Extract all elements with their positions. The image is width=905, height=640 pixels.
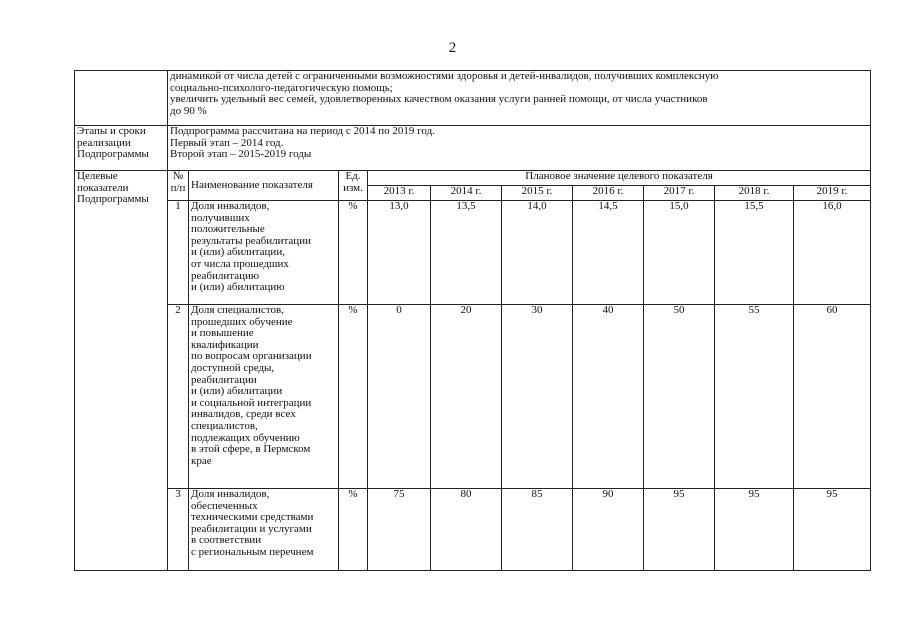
targets-label: Подпрограммы bbox=[77, 193, 149, 206]
value-cell: 30 bbox=[502, 305, 573, 489]
targets-label: Целевые bbox=[77, 170, 118, 182]
stages-label: Этапы и сроки bbox=[77, 125, 146, 137]
indicator-name-line: прошедших обучение bbox=[191, 315, 293, 328]
stages-text: Первый этап – 2014 год. bbox=[170, 136, 284, 149]
value-cell: 80 bbox=[431, 489, 502, 571]
year-header: 2019 г. bbox=[794, 186, 871, 201]
unit-cell: % bbox=[339, 489, 368, 571]
indicator-name-line: результаты реабилитации bbox=[191, 234, 311, 247]
indicator-name-line: и социальной интеграции bbox=[191, 396, 312, 409]
indicator-name-line: Доля инвалидов, bbox=[191, 488, 270, 500]
col-unit-line: Ед. bbox=[345, 170, 361, 182]
subprogram-passport-table bbox=[74, 70, 871, 571]
targets-label: показатели bbox=[77, 181, 129, 194]
indicator-name-line: в этой сфере, в Пермском bbox=[191, 443, 311, 456]
indicator-name-line: квалификации bbox=[191, 338, 259, 351]
col-unit-header bbox=[339, 171, 368, 201]
value-cell: 15,0 bbox=[644, 201, 715, 305]
stages-label-cell bbox=[75, 126, 168, 171]
year-header: 2018 г. bbox=[715, 186, 794, 201]
value-cell: 14,5 bbox=[573, 201, 644, 305]
col-num-line: п/п bbox=[170, 181, 186, 194]
indicator-name-line: реабилитацию bbox=[191, 269, 260, 282]
col-name-header: Наименование показателя bbox=[189, 171, 339, 201]
intro-line: увеличить удельный вес семей, удовлетворенных качеством оказания услуги ранней помощи, от числа участников bbox=[170, 93, 708, 106]
stages-text: Второй этап – 2015-2019 годы bbox=[170, 148, 312, 161]
indicator-name-line: обеспеченных bbox=[191, 499, 258, 512]
value-cell: 95 bbox=[794, 489, 871, 571]
intro-line: социально-психолого-педагогическую помощь; bbox=[170, 81, 393, 94]
indicator-name-line: техническими средствами bbox=[191, 511, 314, 524]
indicator-name bbox=[189, 201, 339, 305]
indicator-name-line: получивших bbox=[191, 211, 250, 224]
indicator-name-line: инвалидов, среди всех bbox=[191, 408, 296, 421]
value-cell: 85 bbox=[502, 489, 573, 571]
row-number: 3 bbox=[168, 489, 189, 571]
indicator-name-line: доступной среды, bbox=[191, 361, 275, 374]
indicator-name-line: реабилитации и услугами bbox=[191, 522, 312, 535]
targets-label-cell bbox=[75, 171, 168, 571]
row-number: 1 bbox=[168, 201, 189, 305]
indicator-name-line: и (или) абилитации bbox=[191, 385, 283, 398]
indicator-name-line: Доля инвалидов, bbox=[191, 200, 270, 212]
indicator-name-line: положительные bbox=[191, 223, 265, 236]
page-number: 2 bbox=[448, 40, 457, 56]
indicator-name-line: и (или) абилитации, bbox=[191, 246, 285, 259]
value-cell: 60 bbox=[794, 305, 871, 489]
year-header: 2014 г. bbox=[431, 186, 502, 201]
value-cell: 95 bbox=[715, 489, 794, 571]
table-row bbox=[75, 201, 871, 305]
unit-cell: % bbox=[339, 305, 368, 489]
indicator-name-line: реабилитации bbox=[191, 373, 257, 386]
intro-label-cell bbox=[75, 71, 168, 126]
stages-label: Подпрограммы bbox=[77, 148, 149, 161]
value-cell: 13,0 bbox=[368, 201, 431, 305]
indicator-name-line: крае bbox=[191, 454, 212, 467]
indicator-name-line: и повышение bbox=[191, 327, 254, 340]
indicator-name bbox=[189, 489, 339, 571]
targets-header-row bbox=[75, 171, 871, 186]
intro-line: динамикой от числа детей с ограниченными возможностями здоровья и детей-инвалидов, получивших комплексную bbox=[170, 70, 719, 82]
col-plan-header: Плановое значение целевого показателя bbox=[368, 171, 871, 186]
value-cell: 16,0 bbox=[794, 201, 871, 305]
intro-text-cell bbox=[168, 71, 871, 126]
indicator-name-line: Доля специалистов, bbox=[191, 304, 284, 316]
stages-row bbox=[75, 126, 871, 171]
table-row bbox=[75, 489, 871, 571]
year-header: 2015 г. bbox=[502, 186, 573, 201]
unit-cell: % bbox=[339, 201, 368, 305]
stages-text-cell bbox=[168, 126, 871, 171]
year-header: 2017 г. bbox=[644, 186, 715, 201]
year-header: 2013 г. bbox=[368, 186, 431, 201]
indicator-name-line: специалистов, bbox=[191, 419, 258, 432]
value-cell: 75 bbox=[368, 489, 431, 571]
indicator-name-line: и (или) абилитацию bbox=[191, 281, 285, 294]
value-cell: 55 bbox=[715, 305, 794, 489]
value-cell: 13,5 bbox=[431, 201, 502, 305]
stages-text: Подпрограмма рассчитана на период с 2014 по 2019 год. bbox=[170, 125, 435, 137]
stages-label: реализации bbox=[77, 136, 131, 149]
intro-row bbox=[75, 71, 871, 126]
col-num-header bbox=[168, 171, 189, 201]
indicator-name-line: в соответствии bbox=[191, 534, 262, 547]
col-num-line: № bbox=[172, 170, 184, 182]
intro-line: до 90 % bbox=[170, 104, 207, 117]
value-cell: 0 bbox=[368, 305, 431, 489]
table-row bbox=[75, 305, 871, 489]
indicator-name bbox=[189, 305, 339, 489]
indicator-name-line: от числа прошедших bbox=[191, 257, 289, 270]
indicator-name-line: подлежащих обучению bbox=[191, 431, 300, 444]
value-cell: 14,0 bbox=[502, 201, 573, 305]
indicator-name-line: с региональным перечнем bbox=[191, 545, 314, 558]
col-unit-line: изм. bbox=[343, 181, 363, 194]
value-cell: 50 bbox=[644, 305, 715, 489]
value-cell: 90 bbox=[573, 489, 644, 571]
row-number: 2 bbox=[168, 305, 189, 489]
value-cell: 40 bbox=[573, 305, 644, 489]
value-cell: 15,5 bbox=[715, 201, 794, 305]
value-cell: 95 bbox=[644, 489, 715, 571]
indicator-name-line: по вопросам организации bbox=[191, 350, 312, 363]
year-header: 2016 г. bbox=[573, 186, 644, 201]
value-cell: 20 bbox=[431, 305, 502, 489]
